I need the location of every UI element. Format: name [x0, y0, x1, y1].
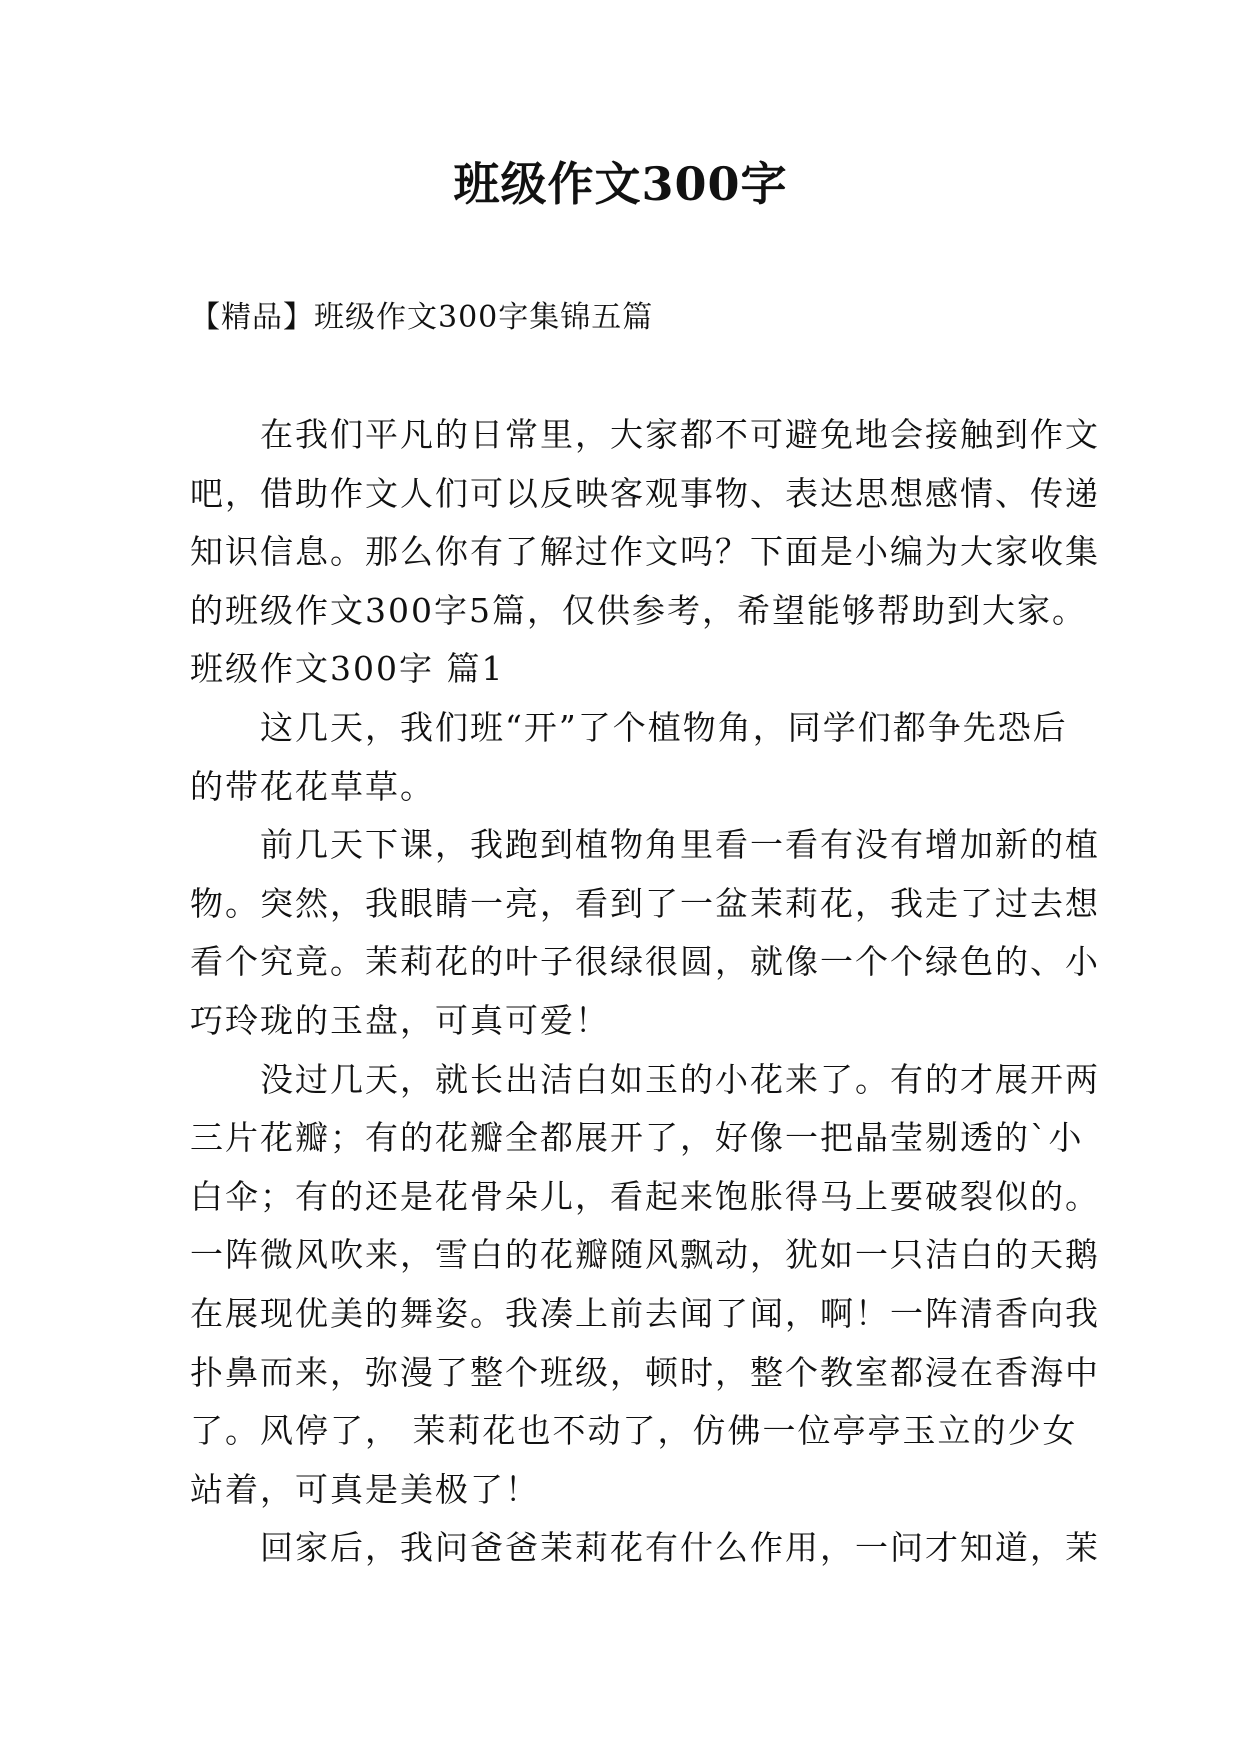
text-line: 白伞；有的还是花骨朵儿，看起来饱胀得马上要破裂似的。 — [190, 1176, 1100, 1216]
text-line: 看个究竟。茉莉花的叶子很绿很圆，就像一个个绿色的、小 — [190, 942, 1100, 982]
text-line: 的带花花草草。 — [190, 766, 435, 806]
text-line: 在我们平凡的日常里，大家都不可避免地会接触到作文 — [190, 415, 1100, 454]
document-subtitle: 【精品】班级作文300字集锦五篇 — [190, 300, 654, 335]
text-line: 站着，可真是美极了！ — [190, 1469, 540, 1509]
text-line: 扑鼻而来，弥漫了整个班级，顿时，整个教室都浸在香海中 — [190, 1352, 1100, 1392]
text-line: 了。风停了， 茉莉花也不动了，仿佛一位亭亭玉立的少女 — [190, 1411, 1078, 1451]
text-line: 物。突然，我眼睛一亮，看到了一盆茉莉花，我走了过去想 — [190, 883, 1100, 923]
text-line: 没过几天，就长出洁白如玉的小花来了。有的才展开两 — [190, 1059, 1100, 1099]
text-line: 的班级作文300字5篇，仅供参考，希望能够帮助到大家。 — [190, 590, 1087, 630]
text-line: 吧，借助作文人们可以反映客观事物、表达思想感情、传递 — [190, 473, 1100, 513]
text-line: 巧玲珑的玉盘，可真可爱！ — [190, 1000, 610, 1040]
text-line: 前几天下课，我跑到植物角里看一看有没有增加新的植 — [190, 825, 1100, 865]
section-heading: 班级作文300字 篇1 — [190, 649, 505, 689]
page-title: 班级作文300字 — [453, 157, 788, 211]
text-line: 回家后，我问爸爸茉莉花有什么作用，一问才知道，茉 — [190, 1528, 1100, 1568]
text-line: 知识信息。那么你有了解过作文吗？下面是小编为大家收集 — [190, 532, 1100, 572]
text-line: 在展现优美的舞姿。我凑上前去闻了闻，啊！一阵清香向我 — [190, 1293, 1100, 1333]
text-line: 一阵微风吹来，雪白的花瓣随风飘动，犹如一只洁白的天鹅 — [190, 1235, 1100, 1275]
text-line: 三片花瓣；有的花瓣全都展开了，好像一把晶莹剔透的`小 — [190, 1118, 1084, 1158]
text-line: 这几天，我们班“开”了个植物角，同学们都争先恐后 — [190, 707, 1068, 747]
article-body — [190, 406, 1100, 1578]
